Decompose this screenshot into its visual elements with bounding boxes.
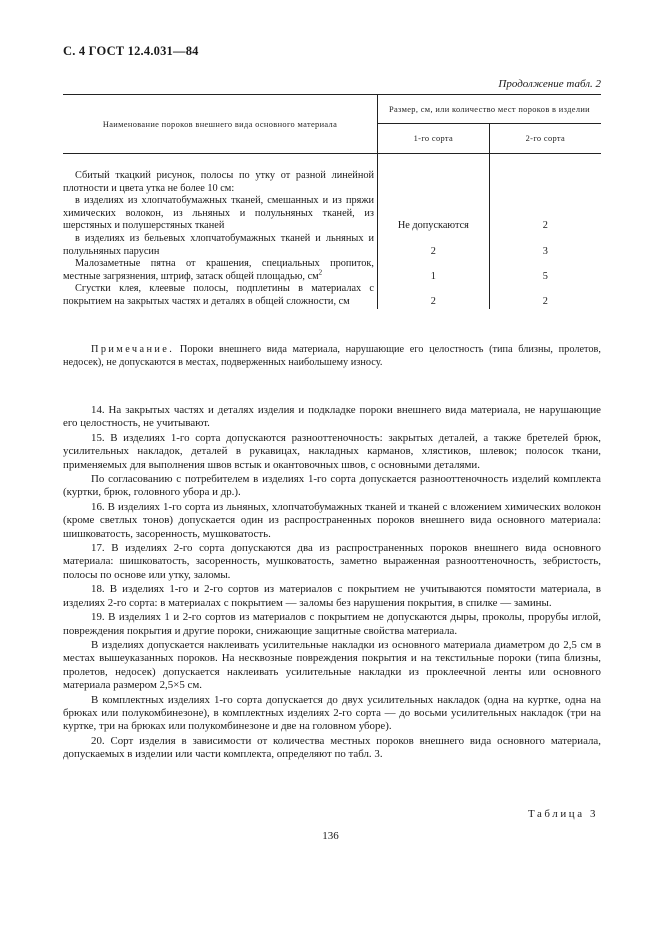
table-row — [63, 283, 601, 308]
row-grade2: 2 — [542, 295, 548, 307]
row-grade2: 3 — [542, 245, 548, 257]
table-3-label: Таблица 3 — [528, 808, 598, 820]
paragraph: По согласованию с потребителем в изделиях 1-го сорта допускается разнооттеночность изделий комплекта (куртки, брюк, головного убора и др.). — [63, 473, 601, 499]
column-header-grade1: 1-го сорта — [378, 124, 490, 154]
paragraph: В изделиях допускается наклеивать усилительные накладки из основного материала диаметром до 2,5 см в местах вышеуказанных пороков. На несквозные повреждения покрытия и на текстильные пороки (типа близны, пролетов, недосек) допускается наклеивать усилительные накладки из проклеечной ленты или основного материала размером 2,5×5 см. — [63, 638, 601, 692]
column-header-size: Размер, см, или количество мест пороков в изделии — [378, 95, 602, 124]
table-note — [63, 344, 601, 370]
note-text: Пороки внешнего вида материала, нарушающие его целостность (типа близны, пролетов, недосек), не допускаются в местах, подверженных наибольшему износу. — [63, 344, 601, 368]
row-name — [63, 258, 378, 283]
table-row — [63, 195, 601, 233]
table-row — [63, 258, 601, 283]
row-grade2: 2 — [542, 220, 548, 232]
table-continuation-label: Продолжение табл. 2 — [498, 78, 601, 90]
column-header-name: Наименование пороков внешнего вида основного материала — [63, 95, 378, 154]
defects-table — [63, 94, 601, 309]
page-header: С. 4 ГОСТ 12.4.031—84 — [63, 44, 199, 58]
row-name: Сгустки клея, клеевые полосы, подплетины в материалах с покрытием на закрытых частях и деталях в общей сложности, см — [63, 283, 378, 308]
table-row — [63, 233, 601, 258]
row-grade1: 2 — [378, 233, 490, 258]
row-grade1 — [378, 170, 490, 195]
row-grade1: 2 — [378, 283, 490, 308]
row-grade2 — [489, 170, 601, 195]
paragraph: 20. Сорт изделия в зависимости от количества местных пороков внешнего вида основного материала, допускаемых в изделии или части комплекта, определяют по табл. 3. — [63, 734, 601, 761]
paragraph: 16. В изделиях 1-го сорта из льняных, хлопчатобумажных тканей и тканей с вложением химических волокон (кроме светлых тонов) допускается один из распространенных пороков внешнего вида основного материала: шишковатость, засоренность, мушковатость. — [63, 500, 601, 540]
paragraph: 18. В изделиях 1-го и 2-го сортов из материалов с покрытием не учитываются помятости материала, в изделиях 2-го сорта: в материалах с покрытием — заломы без нарушения покрытия, в спилке — замины. — [63, 583, 601, 609]
body-text — [63, 404, 601, 763]
row-grade1: 1 — [378, 258, 490, 283]
row-grade1: Не допускаются — [378, 195, 490, 233]
paragraph: 17. В изделиях 2-го сорта допускаются два из распространенных пороков внешнего вида основного материала: шишковатость, засоренность, мушковатость, заметно выраженная разнооттеночность, зебристость, полосы по основе или утку, заломы. — [63, 542, 601, 581]
row-name: в изделиях из хлопчатобумажных тканей, смешанных и из пряжи химических волокон, из льняных и полульняных тканей, из шерстяных и полушерстяных тканей — [63, 195, 378, 233]
page-number: 136 — [322, 830, 339, 842]
paragraph: 19. В изделиях 1 и 2-го сортов из материалов с покрытием не допускаются дыры, проколы, прорубы иглой, повреждения покрытия и другие пороки, снижающие защитные свойства материала. — [63, 611, 601, 637]
table-row — [63, 170, 601, 195]
note-label: Примечание. — [91, 344, 175, 355]
paragraph: В комплектных изделиях 1-го сорта допускается до двух усилительных накладок (одна на куртке, одна на брюках или полукомбинезоне), в комплектных изделиях 2-го сорта — до восьми усилительных накладок (три на куртке, три на брюках или полукомбинезоне и две на головном уборе). — [63, 693, 601, 733]
row-name: в изделиях из бельевых хлопчатобумажных тканей и льняных и полульняных парусин — [63, 233, 378, 258]
row-grade2: 5 — [542, 270, 548, 282]
row-name-superscript: 2 — [318, 268, 323, 277]
row-name-text: Малозаметные пятна от крашения, специальных пропиток, местные загрязнения, штриф, затаск общей площадью, см — [63, 258, 374, 282]
paragraph: 14. На закрытых частях и деталях изделия и подкладке пороки внешнего вида материала, не нарушающие его целостность, не учитывают. — [63, 404, 601, 430]
paragraph: 15. В изделиях 1-го сорта допускаются разнооттеночность: закрытых деталей, а также бретелей брюк, усилительных накладок, деталей в рукавицах, накладных карманов, хлястиков, шлевок; полосок ткани, применяемых для выполнения швов встык и окантовочных швов, с основными деталями. — [63, 431, 601, 471]
column-header-grade2: 2-го сорта — [489, 124, 601, 154]
row-name: Сбитый ткацкий рисунок, полосы по утку от разной линейной плотности и цвета утка не более 10 см: — [63, 170, 378, 195]
